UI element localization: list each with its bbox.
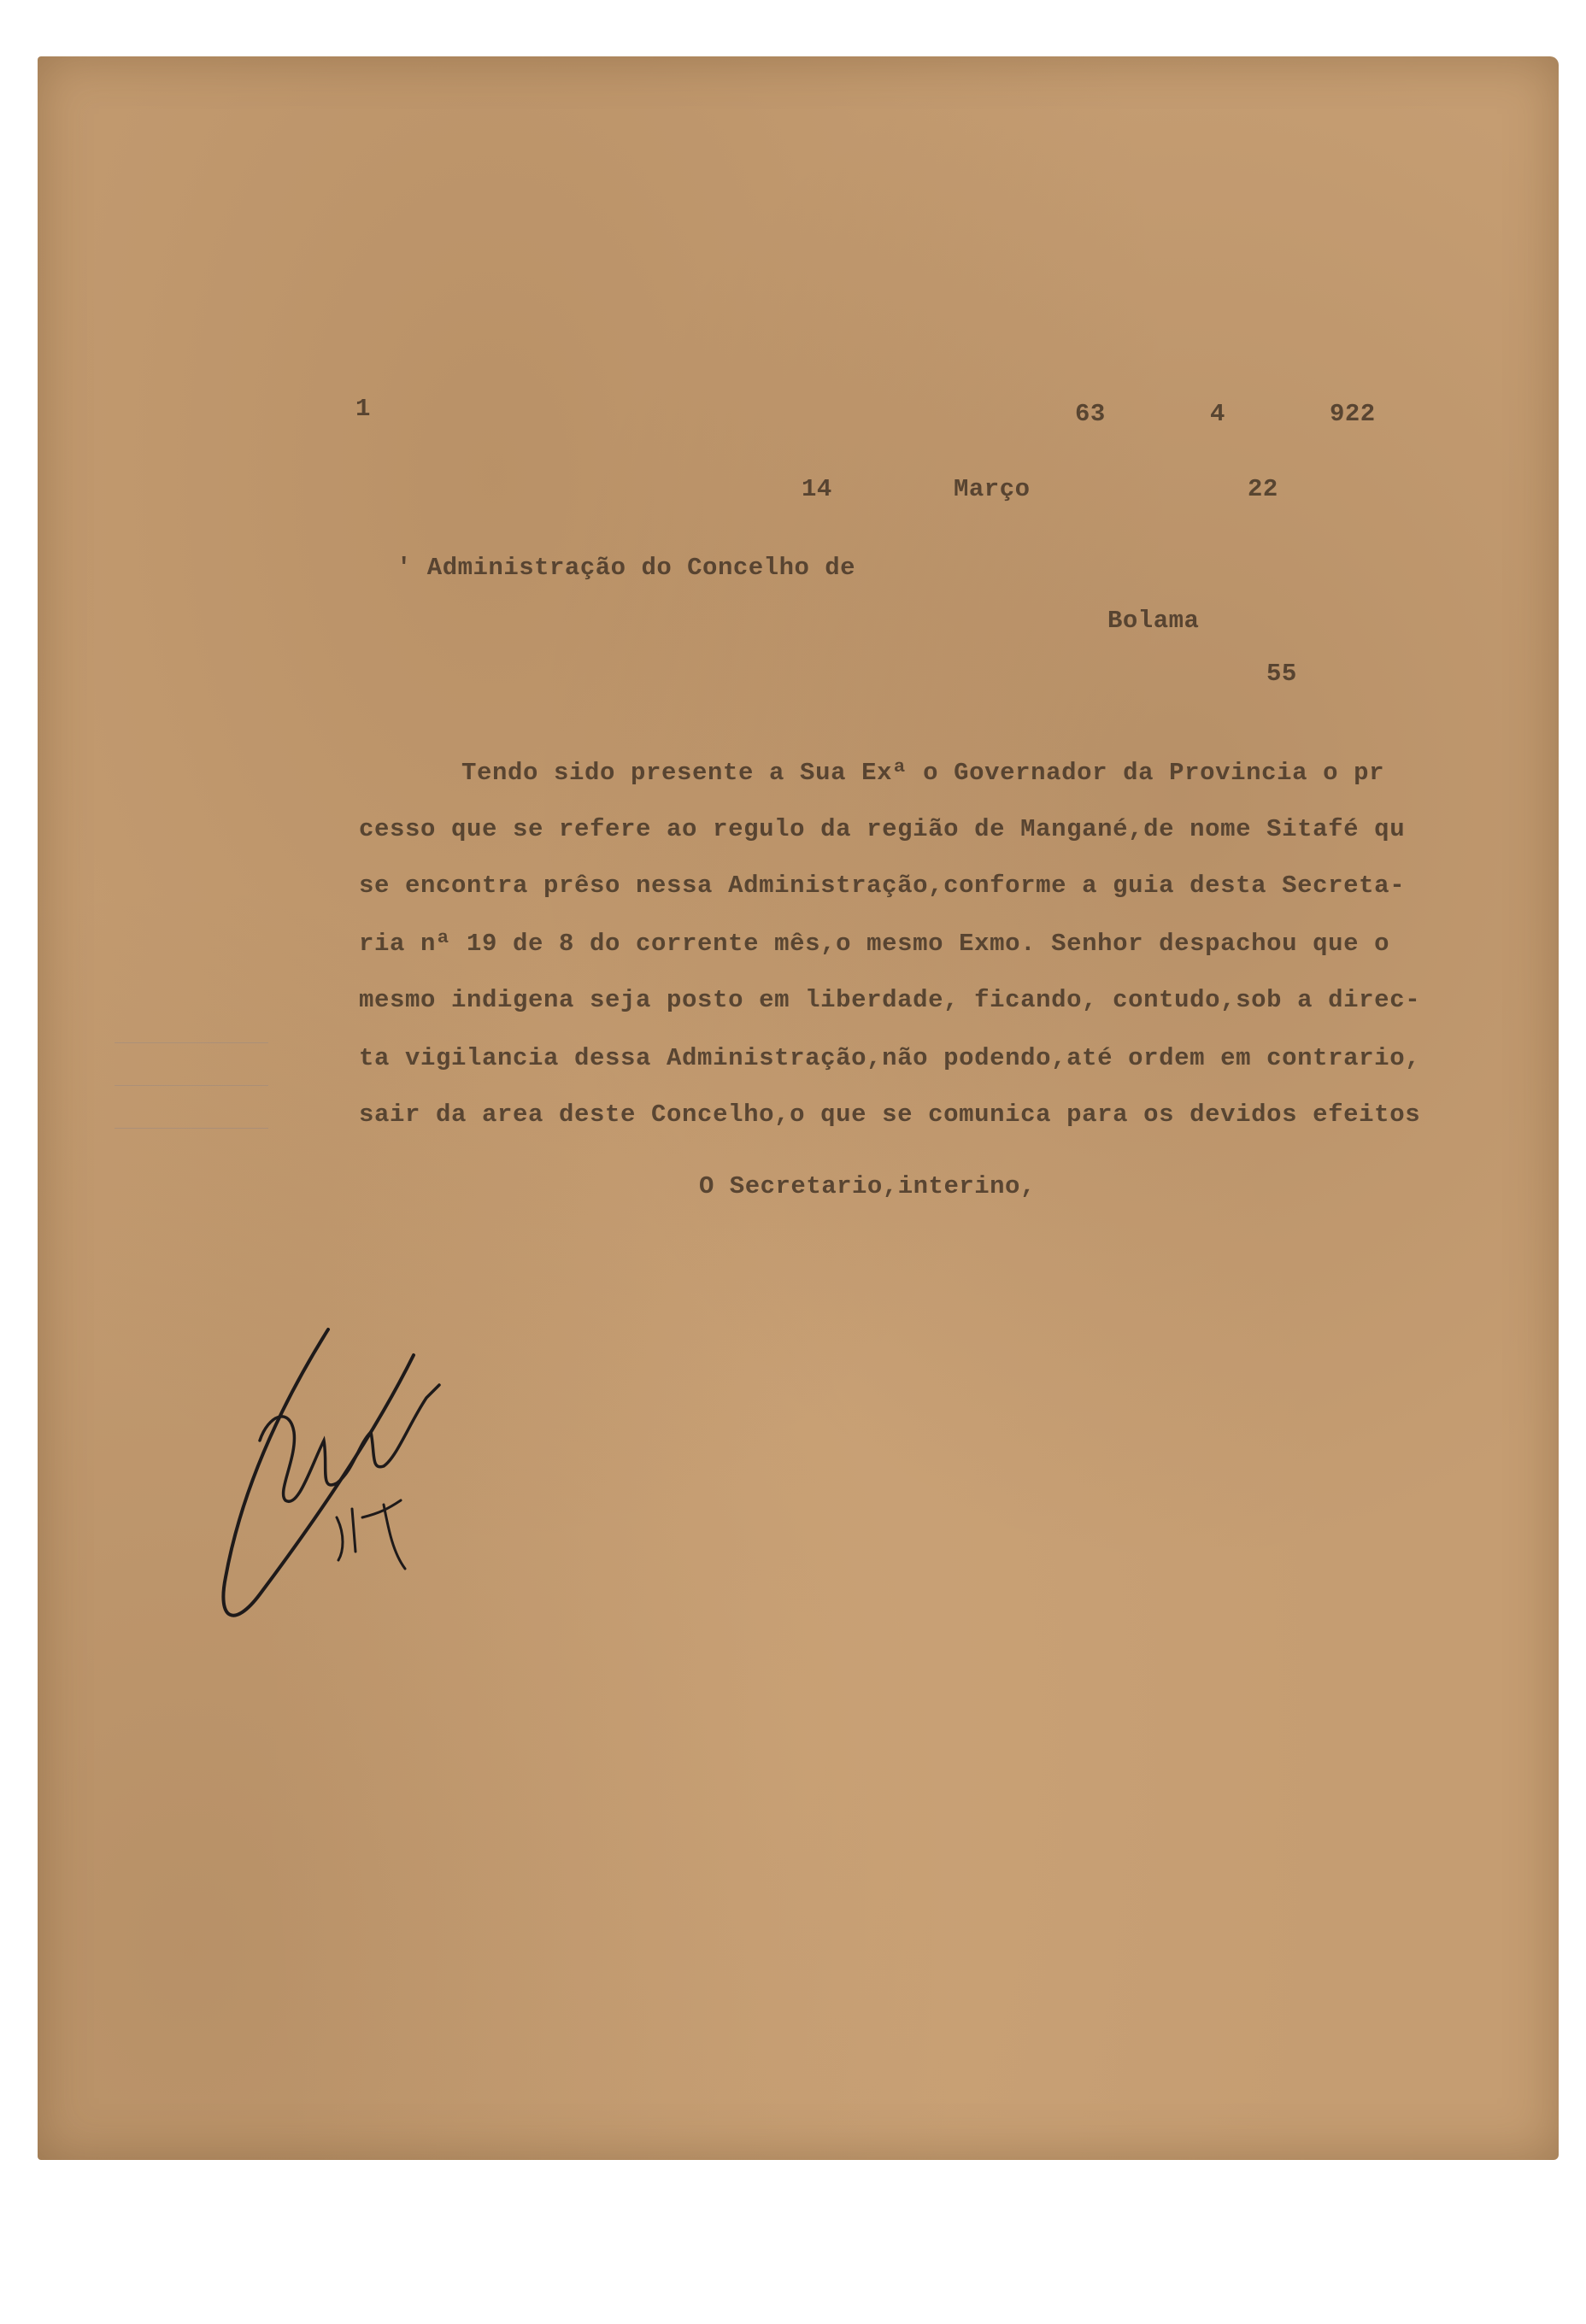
ruled-line	[115, 1128, 268, 1129]
body-line: se encontra prêso nessa Administração,conforme a guia desta Secreta-	[359, 872, 1406, 900]
addressee: ' Administração do Concelho de	[396, 554, 856, 582]
header-number-4: 4	[1210, 400, 1225, 428]
document-page	[38, 56, 1559, 2160]
closing-title: O Secretario,interino,	[699, 1172, 1036, 1200]
header-number-55: 55	[1266, 660, 1297, 688]
body-line: sair da area deste Concelho,o que se comunica para os devidos efeitos	[359, 1100, 1421, 1129]
body-line: ria nª 19 de 8 do corrente mês,o mesmo Exmo. Senhor despachou que o	[359, 930, 1390, 958]
header-year-code: 922	[1330, 400, 1376, 428]
date-day: 14	[802, 475, 832, 503]
ruled-line	[115, 1042, 268, 1043]
reference-number: 1	[355, 395, 371, 423]
ruled-line	[115, 1085, 268, 1086]
body-line: Tendo sido presente a Sua Exª o Governador da Provincia o pr	[461, 759, 1385, 787]
body-line: cesso que se refere ao regulo da região de Mangané,de nome Sitafé qu	[359, 815, 1406, 843]
body-line: mesmo indigena seja posto em liberdade, ficando, contudo,sob a direc-	[359, 986, 1421, 1014]
header-number-63: 63	[1075, 400, 1106, 428]
addressee-place: Bolama	[1107, 607, 1200, 635]
date-month: Março	[954, 475, 1031, 503]
body-line: ta vigilancia dessa Administração,não podendo,até ordem em contrario,	[359, 1044, 1421, 1072]
handwritten-signature	[209, 1295, 456, 1654]
date-year: 22	[1248, 475, 1278, 503]
